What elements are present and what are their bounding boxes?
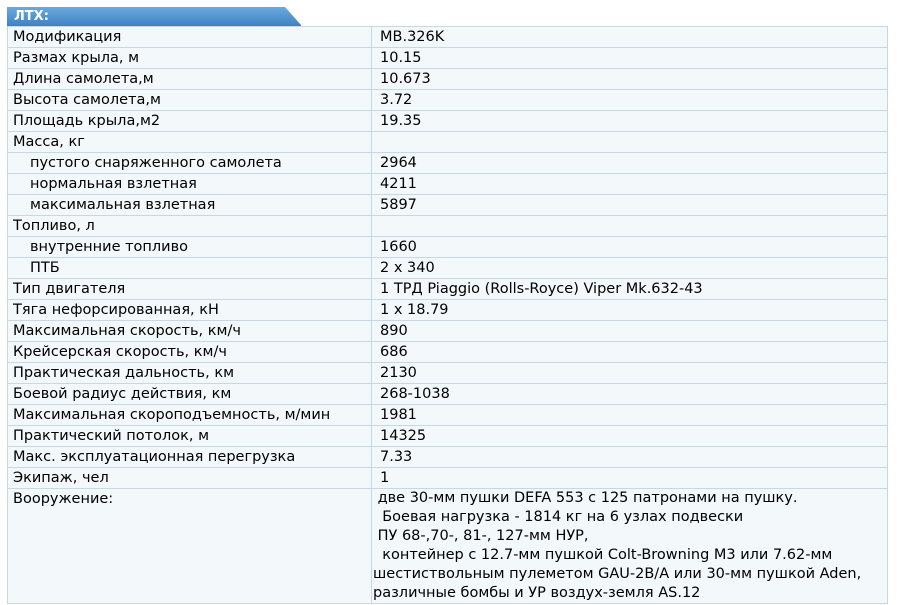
spec-value: 2 x 340 [372, 258, 888, 279]
spec-value: 5897 [372, 195, 888, 216]
spec-value: 10.673 [372, 69, 888, 90]
armament-line: шестиствольным пулеметом GAU-2B/A или 30-мм пушкой Aden, [373, 566, 862, 582]
spec-value: 268-1038 [372, 384, 888, 405]
spec-row-modification [8, 27, 888, 48]
spec-value: 1981 [372, 405, 888, 426]
section-tab [7, 7, 301, 26]
spec-row-ceiling [8, 426, 888, 447]
tab-background [7, 7, 301, 26]
spec-row-height [8, 90, 888, 111]
spec-value: 4211 [372, 174, 888, 195]
spec-row-wing-area [8, 111, 888, 132]
spec-label: Масса, кг [8, 132, 372, 153]
spec-label: Максимальная скороподъемность, м/мин [8, 405, 372, 426]
spec-label: пустого снаряженного самолета [8, 153, 372, 174]
spec-value: 14325 [372, 426, 888, 447]
spec-value: 19.35 [372, 111, 888, 132]
spec-label: Вооружение: [8, 489, 372, 604]
spec-row-normal-takeoff [8, 174, 888, 195]
spec-row-max-takeoff [8, 195, 888, 216]
spec-value [372, 216, 888, 237]
spec-row-thrust [8, 300, 888, 321]
spec-value: MB.326K [372, 27, 888, 48]
spec-row-armament [8, 489, 888, 604]
spec-row-max-speed [8, 321, 888, 342]
spec-label: Максимальная скорость, км/ч [8, 321, 372, 342]
specs-table [7, 26, 888, 604]
spec-row-fuel [8, 216, 888, 237]
armament-line: Боевая нагрузка - 1814 кг на 6 узлах подвески [373, 509, 744, 525]
armament-line: две 30-мм пушки DEFA 553 с 125 патронами на пушку. [373, 490, 798, 506]
spec-label: максимальная взлетная [8, 195, 372, 216]
spec-row-crew [8, 468, 888, 489]
spec-row-length [8, 69, 888, 90]
spec-value: 2964 [372, 153, 888, 174]
spec-label: Длина самолета,м [8, 69, 372, 90]
spec-label: нормальная взлетная [8, 174, 372, 195]
spec-label: Практическая дальность, км [8, 363, 372, 384]
spec-label: Крейсерская скорость, км/ч [8, 342, 372, 363]
armament-line: различные бомбы и УР воздух-земля AS.12 [373, 585, 701, 601]
spec-label: Боевой радиус действия, км [8, 384, 372, 405]
spec-row-drop-tanks [8, 258, 888, 279]
spec-value: 1660 [372, 237, 888, 258]
spec-label: Размах крыла, м [8, 48, 372, 69]
spec-label: Экипаж, чел [8, 468, 372, 489]
spec-label: Топливо, л [8, 216, 372, 237]
spec-row-cruise-speed [8, 342, 888, 363]
armament-line: контейнер с 12.7-мм пушкой Colt-Browning M3 или 7.62-мм [373, 547, 833, 563]
spec-label: внутренние топливо [8, 237, 372, 258]
spec-value: 2130 [372, 363, 888, 384]
spec-label: Макс. эксплуатационная перегрузка [8, 447, 372, 468]
spec-label: Площадь крыла,м2 [8, 111, 372, 132]
spec-row-ferry-range [8, 363, 888, 384]
spec-row-combat-radius [8, 384, 888, 405]
spec-label: Практический потолок, м [8, 426, 372, 447]
spec-label: Тяга нефорсированная, кН [8, 300, 372, 321]
spec-value: 1 ТРД Piaggio (Rolls-Royce) Viper Mk.632-43 [372, 279, 888, 300]
spec-row-internal-fuel [8, 237, 888, 258]
spec-row-empty-mass [8, 153, 888, 174]
section-title: ЛТХ: [14, 9, 49, 24]
armament-line: ПУ 68-,70-, 81-, 127-мм НУР, [373, 528, 589, 544]
spec-label: Тип двигателя [8, 279, 372, 300]
spec-value: 1 [372, 468, 888, 489]
spec-value: 890 [372, 321, 888, 342]
spec-value: 1 x 18.79 [372, 300, 888, 321]
spec-row-g-limit [8, 447, 888, 468]
spec-value: 686 [372, 342, 888, 363]
spec-row-engine-type [8, 279, 888, 300]
spec-value: 7.33 [372, 447, 888, 468]
armament-value [372, 489, 888, 604]
spec-value: 10.15 [372, 48, 888, 69]
spec-row-wingspan [8, 48, 888, 69]
spec-label: Высота самолета,м [8, 90, 372, 111]
spec-value [372, 132, 888, 153]
spec-label: Модификация [8, 27, 372, 48]
spec-label: ПТБ [8, 258, 372, 279]
spec-value: 3.72 [372, 90, 888, 111]
spec-row-mass [8, 132, 888, 153]
spec-row-climb-rate [8, 405, 888, 426]
